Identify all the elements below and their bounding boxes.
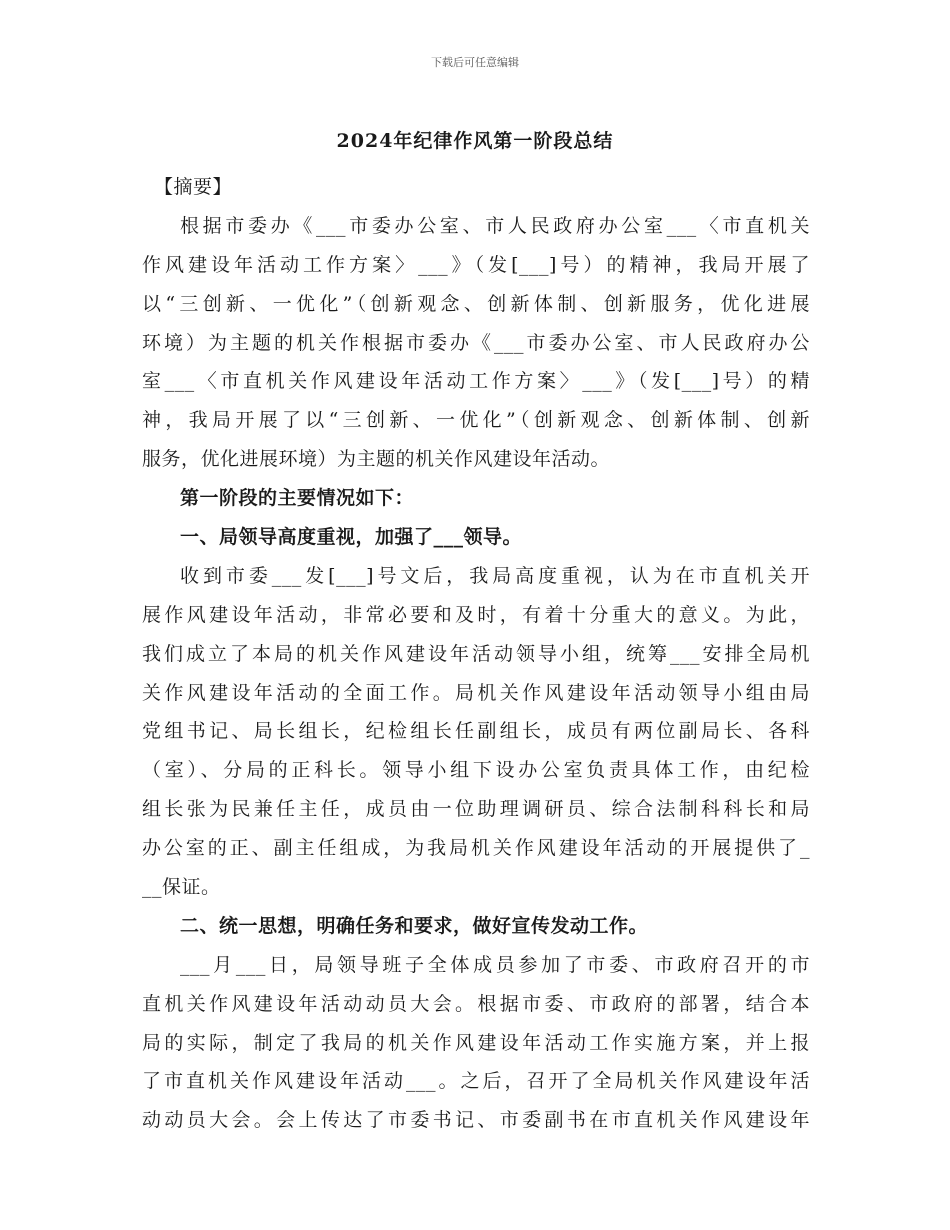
text-line: 局的实际，制定了我局的机关作风建设年活动工作实施方案，并上报 <box>142 1031 810 1054</box>
header-note: 下载后可任意编辑 <box>431 56 519 69</box>
text-line: 以“三创新、一优化”（创新观念、创新体制、创新服务，优化进展 <box>142 292 810 315</box>
text-line: 直机关作风建设年活动动员大会。根据市委、市政府的部署，结合本 <box>142 992 810 1015</box>
document-title: 2024年纪律作风第一阶段总结 <box>336 130 614 152</box>
text-line: 环境）为主题的机关作根据市委办《___市委办公室、市人民政府办公 <box>142 331 810 354</box>
text-line: 了市直机关作风建设年活动___。之后，召开了全局机关作风建设年活 <box>142 1070 810 1093</box>
text-line: 我们成立了本局的机关作风建设年活动领导小组，统筹___安排全局机 <box>142 642 810 665</box>
text-line: 收到市委___发[___]号文后，我局高度重视，认为在市直机关开 <box>180 564 810 587</box>
text-line: ___月___日，局领导班子全体成员参加了市委、市政府召开的市 <box>180 953 810 976</box>
text-line: 关作风建设年活动的全面工作。局机关作风建设年活动领导小组由局 <box>142 681 810 704</box>
text-line: 第一阶段的主要情况如下： <box>180 487 415 510</box>
text-line: 组长张为民兼任主任，成员由一位助理调研员、综合法制科科长和局 <box>142 798 810 821</box>
text-line: 党组书记、局长组长，纪检组长任副组长，成员有两位副局长、各科 <box>142 720 810 743</box>
text-line: （室）、分局的正科长。领导小组下设办公室负责具体工作，由纪检 <box>142 759 810 782</box>
text-line: 办公室的正、副主任组成，为我局机关作风建设年活动的开展提供了_ <box>142 837 810 860</box>
document-body <box>142 168 810 1140</box>
text-line: 一、局领导高度重视，加强了___领导。 <box>180 526 523 549</box>
text-line: 动动员大会。会上传达了市委书记、市委副书在市直机关作风建设年 <box>142 1109 810 1132</box>
text-line: 作风建设年活动工作方案〉___》（发[___]号）的精神，我局开展了 <box>142 253 810 276</box>
text-line: 【摘要】 <box>154 176 233 198</box>
text-line: 二、统一思想，明确任务和要求，做好宣传发动工作。 <box>180 914 649 937</box>
text-line: 室___〈市直机关作风建设年活动工作方案〉___》（发[___]号）的精 <box>142 370 810 393</box>
text-line: 展作风建设年活动，非常必要和及时，有着十分重大的意义。为此， <box>142 603 810 626</box>
text-line: __保证。 <box>142 876 221 899</box>
text-line: 神，我局开展了以“三创新、一优化”（创新观念、创新体制、创新 <box>142 409 810 432</box>
text-line: 服务，优化进展环境）为主题的机关作风建设年活动。 <box>142 448 611 471</box>
text-line: 根据市委办《___市委办公室、市人民政府办公室___〈市直机关 <box>180 214 810 237</box>
